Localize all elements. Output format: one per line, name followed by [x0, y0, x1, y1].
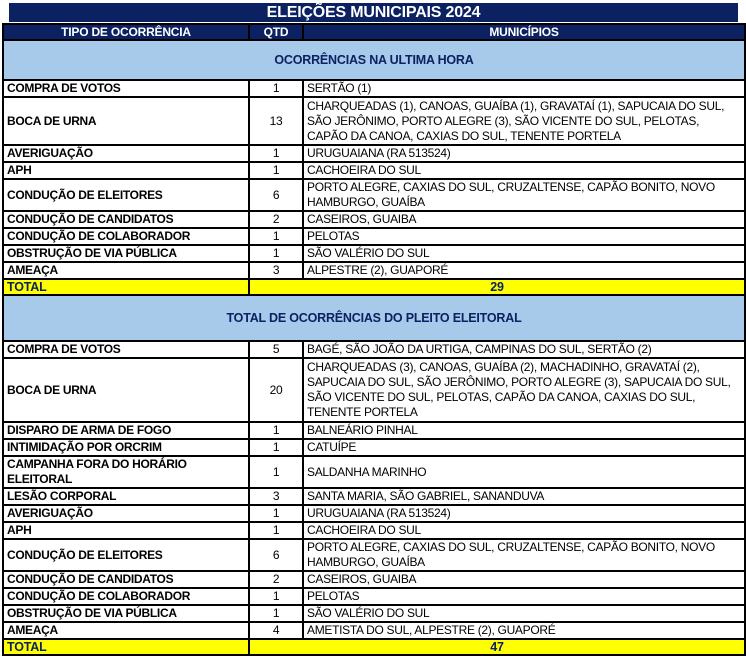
column-header-municipios: MUNICÍPIOS: [303, 24, 745, 40]
section-header-row: [3, 295, 745, 341]
occurrence-qty-cell: 2: [249, 211, 303, 228]
occurrence-municipios-cell: CACHOEIRA DO SUL: [303, 162, 745, 179]
occurrence-type-cell: AMEAÇA: [3, 262, 249, 279]
occurrence-row: [3, 179, 745, 211]
occurrence-row: [3, 145, 745, 162]
occurrence-row: [3, 341, 745, 358]
occurrence-type-cell: CONDUÇÃO DE COLABORADOR: [3, 588, 249, 605]
occurrence-type-cell: COMPRA DE VOTOS: [3, 80, 249, 97]
occurrence-row: [3, 588, 745, 605]
occurrence-municipios-cell: URUGUAIANA (RA 513524): [303, 505, 745, 522]
occurrence-municipios-cell: URUGUAIANA (RA 513524): [303, 145, 745, 162]
occurrence-qty-cell: 3: [249, 262, 303, 279]
occurrence-type-cell: CONDUÇÃO DE CANDIDATOS: [3, 211, 249, 228]
occurrence-row: [3, 80, 745, 97]
occurrence-municipios-cell: PELOTAS: [303, 228, 745, 245]
occurrence-type-cell: AVERIGUAÇÃO: [3, 145, 249, 162]
occurrence-type-cell: CONDUÇÃO DE COLABORADOR: [3, 228, 249, 245]
occurrence-municipios-cell: BALNEÁRIO PINHAL: [303, 422, 745, 439]
occurrence-qty-cell: 1: [249, 522, 303, 539]
table-body: [3, 40, 745, 655]
total-row: [3, 279, 745, 295]
section-header-row: [3, 40, 745, 80]
column-header-qtd: QTD: [249, 24, 303, 40]
occurrence-type-cell: CONDUÇÃO DE ELEITORES: [3, 179, 249, 211]
occurrence-municipios-cell: CACHOEIRA DO SUL: [303, 522, 745, 539]
occurrence-qty-cell: 5: [249, 341, 303, 358]
section-title: OCORRÊNCIAS NA ULTIMA HORA: [3, 40, 745, 80]
occurrence-municipios-cell: SALDANHA MARINHO: [303, 456, 745, 488]
occurrence-qty-cell: 1: [249, 439, 303, 456]
occurrence-qty-cell: 1: [249, 228, 303, 245]
occurrence-type-cell: APH: [3, 162, 249, 179]
occurrence-qty-cell: 20: [249, 358, 303, 422]
report-title: ELEIÇÕES MUNICIPAIS 2024: [9, 3, 738, 22]
total-value-cell: 47: [249, 639, 745, 655]
occurrence-row: [3, 505, 745, 522]
occurrence-row: [3, 245, 745, 262]
occurrence-row: [3, 539, 745, 571]
occurrence-row: [3, 622, 745, 639]
occurrence-row: [3, 456, 745, 488]
occurrence-row: [3, 162, 745, 179]
total-value-cell: 29: [249, 279, 745, 295]
occurrence-municipios-cell: ALPESTRE (2), GUAPORÉ: [303, 262, 745, 279]
occurrence-qty-cell: 4: [249, 622, 303, 639]
occurrence-type-cell: OBSTRUÇÃO DE VIA PÚBLICA: [3, 245, 249, 262]
occurrence-qty-cell: 2: [249, 571, 303, 588]
occurrence-type-cell: CONDUÇÃO DE ELEITORES: [3, 539, 249, 571]
occurrence-row: [3, 358, 745, 422]
occurrence-qty-cell: 1: [249, 505, 303, 522]
occurrence-row: [3, 605, 745, 622]
occurrence-type-cell: CAMPANHA FORA DO HORÁRIO ELEITORAL: [3, 456, 249, 488]
occurrence-qty-cell: 1: [249, 422, 303, 439]
occurrence-row: [3, 439, 745, 456]
occurrence-municipios-cell: BAGÉ, SÃO JOÃO DA URTIGA, CAMPINAS DO SUL, SERTÃO (2): [303, 341, 745, 358]
occurrence-qty-cell: 1: [249, 605, 303, 622]
column-header-tipo-de-ocorrencia: TIPO DE OCORRÊNCIA: [3, 24, 249, 40]
total-row: [3, 639, 745, 655]
occurrence-municipios-cell: PORTO ALEGRE, CAXIAS DO SUL, CRUZALTENSE, CAPÃO BONITO, NOVO HAMBURGO, GUAÍBA: [303, 179, 745, 211]
occurrence-type-cell: OBSTRUÇÃO DE VIA PÚBLICA: [3, 605, 249, 622]
occurrence-type-cell: BOCA DE URNA: [3, 97, 249, 145]
occurrence-qty-cell: 13: [249, 97, 303, 145]
total-label-cell: TOTAL: [3, 279, 249, 295]
occurrence-qty-cell: 6: [249, 179, 303, 211]
occurrence-row: [3, 571, 745, 588]
occurrence-row: [3, 422, 745, 439]
occurrence-type-cell: INTIMIDAÇÃO POR ORCRIM: [3, 439, 249, 456]
occurrences-table: [2, 23, 746, 656]
occurrence-qty-cell: 1: [249, 245, 303, 262]
occurrence-row: [3, 228, 745, 245]
occurrence-row: [3, 488, 745, 505]
occurrence-type-cell: APH: [3, 522, 249, 539]
occurrence-row: [3, 211, 745, 228]
occurrence-qty-cell: 3: [249, 488, 303, 505]
occurrence-row: [3, 97, 745, 145]
occurrence-municipios-cell: CASEIROS, GUAIBA: [303, 571, 745, 588]
occurrence-qty-cell: 1: [249, 145, 303, 162]
occurrence-municipios-cell: CHARQUEADAS (3), CANOAS, GUAÍBA (2), MACHADINHO, GRAVATAÍ (2), SAPUCAIA DO SUL, SÃO JERÔNIMO, PORTO ALEGRE (3), SAPUCAIA DO SUL, SÃO VICENTE DO SUL, PELOTAS, CAPÃO DA CANOA, CAXIAS DO SUL, TENENTE PORTELA: [303, 358, 745, 422]
occurrence-qty-cell: 1: [249, 80, 303, 97]
occurrence-type-cell: CONDUÇÃO DE CANDIDATOS: [3, 571, 249, 588]
occurrence-municipios-cell: CHARQUEADAS (1), CANOAS, GUAÍBA (1), GRAVATAÍ (1), SAPUCAIA DO SUL, SÃO JERÔNIMO, PORTO ALEGRE (3), SÃO VICENTE DO SUL, PELOTAS, CAPÃO DA CANOA, CAXIAS DO SUL, TENENTE PORTELA: [303, 97, 745, 145]
total-label-cell: TOTAL: [3, 639, 249, 655]
occurrence-row: [3, 262, 745, 279]
occurrence-row: [3, 522, 745, 539]
occurrence-municipios-cell: SERTÃO (1): [303, 80, 745, 97]
occurrence-qty-cell: 1: [249, 162, 303, 179]
occurrence-municipios-cell: CATUÍPE: [303, 439, 745, 456]
section-title: TOTAL DE OCORRÊNCIAS DO PLEITO ELEITORAL: [3, 295, 745, 341]
column-header-row: [3, 24, 745, 40]
occurrence-type-cell: BOCA DE URNA: [3, 358, 249, 422]
occurrence-municipios-cell: SANTA MARIA, SÃO GABRIEL, SANANDUVA: [303, 488, 745, 505]
occurrence-municipios-cell: PELOTAS: [303, 588, 745, 605]
occurrence-qty-cell: 6: [249, 539, 303, 571]
occurrence-municipios-cell: SÃO VALÉRIO DO SUL: [303, 245, 745, 262]
occurrence-municipios-cell: CASEIROS, GUAIBA: [303, 211, 745, 228]
occurrence-type-cell: AVERIGUAÇÃO: [3, 505, 249, 522]
occurrence-municipios-cell: PORTO ALEGRE, CAXIAS DO SUL, CRUZALTENSE, CAPÃO BONITO, NOVO HAMBURGO, GUAÍBA: [303, 539, 745, 571]
occurrence-qty-cell: 1: [249, 588, 303, 605]
occurrence-municipios-cell: SÃO VALÉRIO DO SUL: [303, 605, 745, 622]
occurrence-type-cell: DISPARO DE ARMA DE FOGO: [3, 422, 249, 439]
occurrence-type-cell: LESÃO CORPORAL: [3, 488, 249, 505]
occurrence-type-cell: COMPRA DE VOTOS: [3, 341, 249, 358]
occurrence-municipios-cell: AMETISTA DO SUL, ALPESTRE (2), GUAPORÉ: [303, 622, 745, 639]
occurrence-qty-cell: 1: [249, 456, 303, 488]
occurrence-type-cell: AMEAÇA: [3, 622, 249, 639]
